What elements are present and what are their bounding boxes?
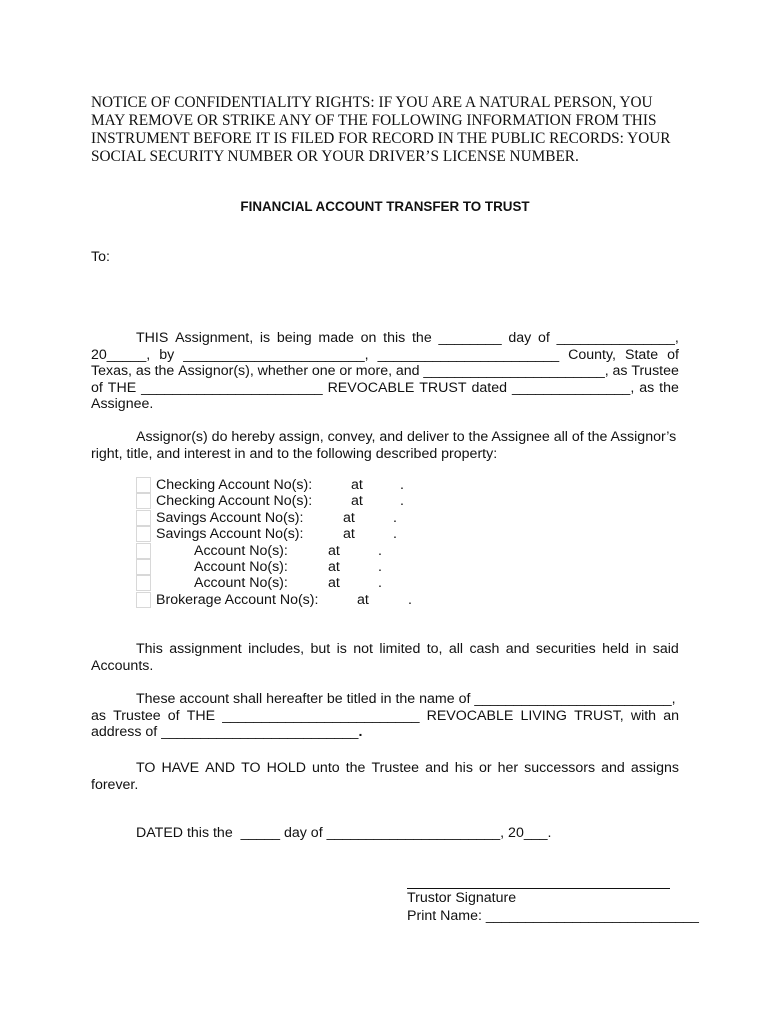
word: _______________________, xyxy=(183,346,369,363)
word: on xyxy=(360,330,377,346)
account-label: Account No(s): xyxy=(194,558,288,575)
account-label: Checking Account No(s): xyxy=(156,477,313,493)
justified-line xyxy=(91,347,679,364)
account-checkbox[interactable] xyxy=(136,559,151,575)
word: THE xyxy=(107,379,137,396)
paragraph-line: Accounts. xyxy=(91,657,154,674)
assign-clause-paragraph xyxy=(91,429,679,462)
word: _______________________ xyxy=(141,379,323,396)
word: limited xyxy=(379,641,421,657)
word: TRUST xyxy=(419,379,467,396)
address-text: address of _________________________ xyxy=(91,724,359,740)
word: Texas, xyxy=(91,363,133,379)
word: day xyxy=(508,330,532,346)
word: the xyxy=(345,760,366,776)
account-checkbox[interactable] xyxy=(136,493,151,509)
word: made xyxy=(318,330,354,346)
account-label: Account No(s): xyxy=(194,575,288,592)
word: and xyxy=(395,363,420,379)
word: TO xyxy=(136,760,156,776)
notice-line: SOCIAL SECURITY NUMBER OR YOUR DRIVER’S LICENSE NUMBER. xyxy=(91,148,579,165)
word: being xyxy=(276,330,312,346)
document-title: FINANCIAL ACCOUNT TRANSFER TO TRUST xyxy=(240,199,530,214)
word: not xyxy=(353,641,373,657)
paragraph-line: right, title, and interest in and to the following described property: xyxy=(91,445,498,462)
account-list xyxy=(136,477,412,608)
hold-paragraph xyxy=(91,760,679,793)
word: her xyxy=(497,760,519,776)
justified-line xyxy=(91,708,679,725)
account-label: Checking Account No(s): xyxy=(156,493,313,510)
account-at: at xyxy=(343,526,355,543)
word: REVOCABLE xyxy=(426,707,514,724)
assignment-paragraph xyxy=(91,330,679,413)
account-period: . xyxy=(378,558,382,575)
word: this xyxy=(383,330,406,346)
account-label: Brokerage Account No(s): xyxy=(156,591,319,608)
account-period: . xyxy=(378,575,382,592)
word: Trustee xyxy=(113,707,161,724)
word: Trustee xyxy=(631,363,679,379)
word: includes, xyxy=(248,641,305,657)
word: TRUST, xyxy=(574,707,624,724)
confidentiality-notice xyxy=(91,94,691,166)
word: of xyxy=(167,707,180,724)
account-at: at xyxy=(328,575,340,592)
paragraph-line: These account shall hereafter be titled in the name of _________________________, xyxy=(136,691,676,707)
word: is xyxy=(259,330,271,346)
account-label: Account No(s): xyxy=(194,542,288,559)
word: Assignment, xyxy=(175,330,254,346)
word: cash xyxy=(469,641,500,657)
word: 20_____, xyxy=(91,346,151,363)
notice-line: NOTICE OF CONFIDENTIALITY RIGHTS: IF YOU ARE A NATURAL PERSON, YOU xyxy=(91,94,653,111)
word: an xyxy=(663,707,679,724)
word: or xyxy=(478,760,492,776)
word: _______________, xyxy=(511,379,635,396)
account-row xyxy=(136,509,397,526)
account-label: Savings Account No(s): xyxy=(156,509,304,526)
account-period: . xyxy=(393,509,397,526)
paragraph-line xyxy=(91,724,679,741)
word: State xyxy=(625,346,659,363)
word: his xyxy=(454,760,473,776)
word: _______________________, xyxy=(423,363,609,379)
word: securities xyxy=(535,641,596,657)
account-at: at xyxy=(328,558,340,575)
account-row xyxy=(136,591,412,608)
word: and xyxy=(601,760,625,776)
word: Assignor(s), xyxy=(178,363,254,379)
word: one xyxy=(311,363,336,379)
word: or xyxy=(339,363,352,379)
titled-paragraph xyxy=(91,691,679,741)
account-checkbox[interactable] xyxy=(136,526,151,542)
account-row xyxy=(136,558,382,575)
word: to, xyxy=(426,641,443,657)
trustor-signature-label: Trustor Signature xyxy=(407,890,517,906)
notice-line: INSTRUMENT BEFORE IT IS FILED FOR RECORD IN THE PUBLIC RECORDS: YOUR xyxy=(91,130,671,147)
word: LIVING xyxy=(520,707,567,724)
account-at: at xyxy=(351,477,363,493)
account-row xyxy=(136,575,382,592)
word: dated xyxy=(471,379,508,396)
account-period: . xyxy=(400,493,404,510)
account-period: . xyxy=(393,526,397,543)
notice-line: MAY REMOVE OR STRIKE ANY OF THE FOLLOWING INFORMATION FROM THIS xyxy=(91,112,657,129)
word: assignment xyxy=(169,641,242,657)
word: HOLD xyxy=(266,760,307,776)
word: all xyxy=(448,641,464,657)
account-period: . xyxy=(400,477,404,493)
paragraph-line: Assignee. xyxy=(91,396,154,412)
justified-line xyxy=(91,380,679,397)
word: of xyxy=(91,379,103,396)
signature-line[interactable] xyxy=(407,888,670,889)
word: held xyxy=(602,641,629,657)
word: HAVE xyxy=(161,760,200,776)
print-name-label: Print Name: ___________________________ xyxy=(407,908,699,924)
word: as xyxy=(135,363,151,379)
word: of xyxy=(537,330,550,346)
word: TO xyxy=(241,760,261,776)
word: as xyxy=(639,379,655,396)
justified-line xyxy=(91,760,679,777)
word: with xyxy=(630,707,657,724)
word: whether xyxy=(257,363,309,379)
word: THE xyxy=(186,707,216,724)
word: and xyxy=(425,760,449,776)
account-checkbox[interactable] xyxy=(136,543,151,559)
word: _______________________ xyxy=(377,346,560,363)
account-checkbox[interactable] xyxy=(136,477,151,493)
account-at: at xyxy=(328,542,340,559)
paragraph-line: Assignor(s) do hereby assign, convey, and deliver to the Assignee all of the Assignor’s xyxy=(136,429,677,445)
account-at: at xyxy=(351,493,363,510)
address-period: . xyxy=(358,724,363,740)
word: the xyxy=(659,379,679,396)
word: by xyxy=(159,346,175,363)
account-at: at xyxy=(357,591,369,608)
account-label: Savings Account No(s): xyxy=(156,526,304,543)
dated-line: DATED this the _____ day of ______________________, 20___. xyxy=(136,825,552,841)
word: County, xyxy=(568,346,616,363)
word: Trustee xyxy=(371,760,420,776)
account-row xyxy=(136,526,397,543)
word: This xyxy=(136,641,163,657)
justified-line xyxy=(91,641,679,658)
word: _______________, xyxy=(556,330,679,346)
word: as xyxy=(91,707,106,724)
word: THIS xyxy=(136,330,169,346)
word: said xyxy=(652,641,679,657)
paragraph-line: forever. xyxy=(91,776,139,793)
word: ________ xyxy=(438,330,502,346)
word: successors xyxy=(524,760,596,776)
word: _________________________ xyxy=(222,707,420,724)
account-period: . xyxy=(378,542,382,559)
word: is xyxy=(336,641,347,657)
word: but xyxy=(310,641,331,657)
dated-paragraph xyxy=(91,825,679,842)
word: in xyxy=(635,641,647,657)
justified-line xyxy=(91,363,679,380)
to-label: To: xyxy=(91,249,110,265)
word: of xyxy=(667,346,679,363)
account-at: at xyxy=(343,509,355,526)
word: more, xyxy=(355,363,393,379)
word: the xyxy=(154,363,175,379)
word: REVOCABLE xyxy=(327,379,415,396)
account-row xyxy=(136,493,404,510)
account-row xyxy=(136,542,382,559)
account-period: . xyxy=(408,591,412,608)
word: and xyxy=(505,641,530,657)
account-checkbox[interactable] xyxy=(136,510,151,526)
word: AND xyxy=(205,760,236,776)
account-checkbox[interactable] xyxy=(136,592,151,608)
justified-line xyxy=(91,330,679,347)
account-row xyxy=(136,477,404,493)
word: the xyxy=(411,330,432,346)
account-checkbox[interactable] xyxy=(136,575,151,591)
includes-paragraph xyxy=(91,641,679,674)
word: as xyxy=(612,363,628,379)
word: unto xyxy=(312,760,340,776)
word: assigns xyxy=(630,760,679,776)
